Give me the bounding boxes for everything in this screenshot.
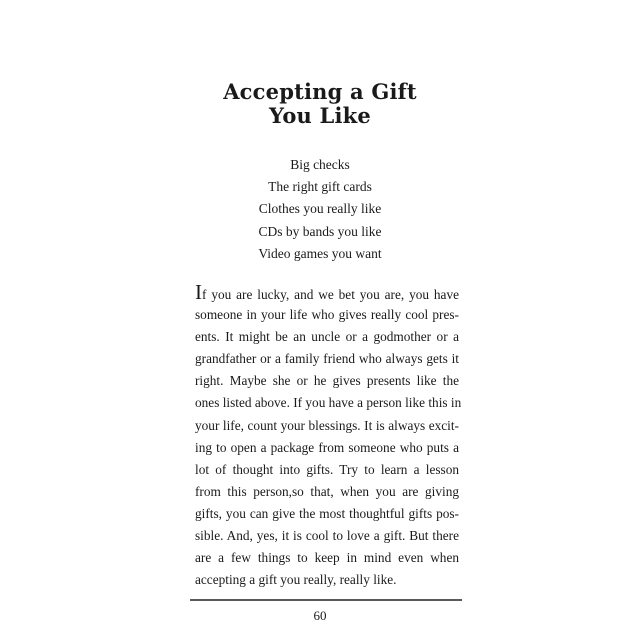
list-item: Big checks	[290, 157, 350, 172]
gift-list	[0, 154, 640, 265]
list-item: The right gift cards	[268, 179, 372, 195]
body-line: from this person,so that, when you are giving	[195, 483, 459, 499]
footer-rule	[190, 599, 462, 601]
drop-cap: I	[195, 280, 202, 304]
body-paragraph	[195, 280, 462, 591]
body-line: are a few things to keep in mind even when	[195, 550, 459, 566]
body-line: ents. It might be an uncle or a godmother or a	[195, 329, 459, 345]
title-line-1: Accepting a Gift	[223, 79, 417, 104]
body-line: someone in your life who gives really cool pres-	[195, 307, 459, 323]
body-line: sible. And, yes, it is cool to love a gift. But there	[195, 528, 459, 544]
body-line: your life, count your blessings. It is always excit-	[195, 417, 459, 433]
list-item: CDs by bands you like	[258, 223, 382, 239]
body-line: right. Maybe she or he gives presents like the	[195, 373, 459, 389]
list-item: Video games you want	[258, 245, 382, 261]
body-line: grandfather or a family friend who always gets it	[195, 351, 459, 367]
body-line: ing to open a package from someone who puts a	[195, 439, 459, 455]
title-line-2: You Like	[268, 103, 371, 128]
page-number: 60	[313, 608, 327, 623]
body-line: accepting a gift you really, really like.	[195, 572, 397, 588]
page-title	[0, 80, 640, 128]
body-line: lot of thought into gifts. Try to learn a lesson	[195, 461, 459, 477]
body-line: gifts, you can give the most thoughtful gifts pos-	[195, 505, 459, 521]
body-line: ones listed above. If you have a person like this in	[195, 395, 462, 411]
list-item: Clothes you really like	[258, 201, 382, 217]
body-line-text: f you are lucky, and we bet you are, you have	[202, 287, 459, 302]
body-line	[195, 282, 459, 304]
